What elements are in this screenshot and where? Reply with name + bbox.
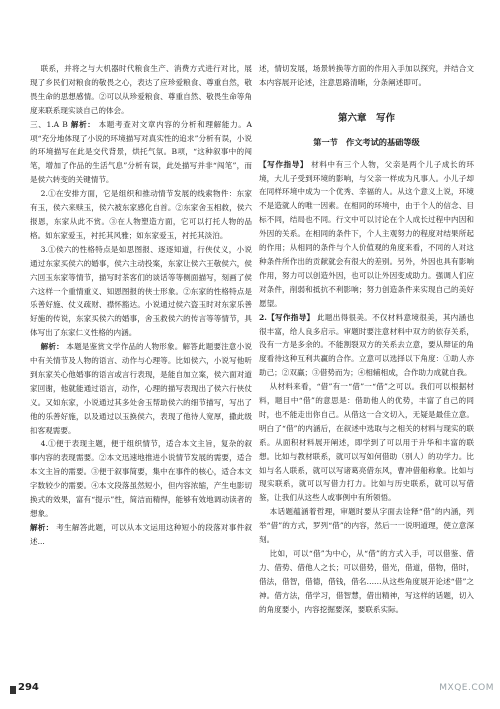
question-number: 三、1.A B xyxy=(30,119,68,129)
analysis-text: 本题考查对文章内容的分析和理解能力。A项“充分地体现了小说的环境描写对真实性的追求”分析有误，小说的环境描写在此是交代背景，烘托气氛。B项，“这种叙事中的闯笔，增加了作品的生活气息”分析有误，此处描写并非“闯笔”，而是侯六转变的关键情节。 xyxy=(30,119,253,185)
left-column xyxy=(30,62,252,549)
left-paragraph-2 xyxy=(30,118,252,188)
analysis-text: 本题是鉴赏文学作品的人物形象。解答此题要注意小说中有关情节及人物的语言、动作与心理等。比如侯六，小说写他听到东家关心他婚事的语言或言行表现，是能自加立案，侯六面对道家回谢，他就能通过语言，动作，心理的描写表现出了侯六行侠仗义。又如东家，小说通过其多处舍玉帮助侯六的细节描写，写出了他的乐善好施，以及通过以玉换侯六，表现了他待人宽厚，撒此级扣客观需要。 xyxy=(30,342,252,435)
right-paragraph-5: 本话题蕴涵着哲理，审题时要从字面去诠释“借”的内涵，列举“借”的方式，罗列“借”的内容，然后一一说明道理，使立意深刻。 xyxy=(259,507,474,545)
chapter-title: 第六章 写作 xyxy=(337,112,395,124)
right-paragraph-1: 述，情切发展，场景转换等方面的作用入手加以探究，并结合文本内容展开论述，注意思路清晰，分条阐述即可。 xyxy=(259,64,474,87)
analysis-text: 考生解答此题，可以从本文运用这种短小的段落对事件叙述... xyxy=(30,522,253,546)
page-number: 294 xyxy=(18,682,39,693)
analysis-label: 解析： xyxy=(40,342,64,352)
left-paragraph-6: 4.①便于表现主题，便于组织情节，适合本文主旨，复杂的叙事内容的表现需要。②本文迅速地推进小说情节发展的需要，适合本文主旨的需要。③便于叙事简要，集中在事件的核心，适合本文字数较少的需要。④本文段落虽然短小，但内容浓缩，产生电影切换式的效果，富有“提示”性，简洁而精悍，能够有效地调动读者的想象。 xyxy=(30,439,252,518)
section-title: 第一节 作文考试的基础等级 xyxy=(313,136,420,147)
corner-mark-icon xyxy=(10,686,16,694)
guide-label: 【写作指导】 xyxy=(259,159,309,169)
analysis-label: 解析： xyxy=(70,119,96,129)
right-paragraph-4: 从材料来看，“借”有一“借”一“借”之可以。我们可以根据材料，题目中“借”的意思是：借助他人的优势，丰富了自己的同时，也不能走出你自己。从借这一合文切入，无疑是最佳立意。明白了“借”的内涵后，在叙述中选取与之相关的材料与现实的联系。从面积材料展开阐述，即学到了可以用于升华和丰富的联想。比如与教材联系，就可以写如何借助（别人）的功学力。比如与名人联系，就可以写诸葛亮借东风，曹冲借船称象。比如与现实联系，就可以写借力打力。比如与历史联系，就可以写借鉴，让我们从这些人或事例中有所领悟。 xyxy=(259,382,474,503)
left-paragraph-5 xyxy=(30,340,252,437)
left-paragraph-4: 3.①侯六的性格特点是如思图报、逐逐知道，行侠仗义，小说通过东家买侯六的婚事，侯六主动投案，东家让侯六王敬侯六，侯六回玉东家等情节，描写时茶客们的谈话等等侧面描写，刻画了侯六这样一个重情重义、知恩图报的侠士形象。②东家的性格特点是乐善好施、仗义疏财、襟怀豁达。小说通过侯六盗玉时对东家乐善好施的传说，东家买侯六的婚事，舍玉救侯六的传言等等情节，具体写出了东家仁义性格的内涵。 xyxy=(30,244,252,338)
writing-guide-1 xyxy=(259,158,474,311)
guide-text: 材料中有三个人物，父亲是两个儿子成长的环境，大儿子受到环境的影响，与父亲一样成为凡事人。小儿子却在同样环境中成为一个优秀、幸福的人。从这个意义上说，环境不是造就人的唯一因素。在相同的环境中，由于个人的信念、目标不同，结局也不同。行文中可以讨论在个人成长过程中内因和外因的关系。在相同的条件下，个人主观努力的程度对结果所起的作用；从相同的条件与个人价值观的角度来看，不同的人对这种条件所作出的贡献就会有很大的差别。另外，外因也具有影响作用，努力可以创造外因，也可以让外因变成助力。强调人们应对条件，削弱和抵抗不利影响；努力创造条件来实现自己的美好愿望。 xyxy=(259,159,474,308)
left-paragraph-7 xyxy=(30,521,252,549)
guide-label: 2.【写作指导】 xyxy=(259,312,315,322)
guide-text: 此题出得很美。不仅材料意境很美，其内涵也很丰富，给人良多启示。审题时要注意材料中双方的依存关系，没有一方是多余的。不能割裂双方的关系去立意，要从辩证的角度看待这种互利共赢的合作。立意可以选择以下角度：①助人亦助己；②双赢；③借势而为；④相辅相成，合作助力成就自我。 xyxy=(259,312,474,378)
right-paragraph-6: 比如，可以“借”为中心，从“借”的方式入手，可以借鉴、借力、借势、借他人之长；可以借势，借光，借道，借物，借时，借法，借智，借德，借钱，借名……从这些角度展开论述“借”之神。借方法，借学习，借智慧，借出精神，写这样的话题，切入的角度要小，内容挖掘要深，要联系实际。 xyxy=(259,549,474,614)
right-column xyxy=(259,62,474,617)
writing-guide-2 xyxy=(259,311,474,381)
watermark: MXQE.COM xyxy=(439,683,494,693)
analysis-label: 解析： xyxy=(30,522,54,532)
left-paragraph-1: 联系，并将之与大机器时代粮食生产、消费方式进行对比，展现了乡民们对粮食的敬畏之心，表达了应珍爱粮食、尊重自然，敬畏生命的思想感情。②可以从珍爱粮食、尊重自然、敬畏生命等角度来联系现实谈自己的体会。 xyxy=(30,64,252,115)
left-paragraph-3: 2.①在安排方面，它是组织和推动情节发展的线索物件：东家有玉，侯六来赎玉，侯六被东家感化自首。②东家舍玉相救，侯六报恩，东家从此不赏。③在人物塑造方面，它可以打托人物的品格。如东家爱玉，衬托其风雅；如东家爱玉，衬托其淡泊。 xyxy=(30,189,252,240)
